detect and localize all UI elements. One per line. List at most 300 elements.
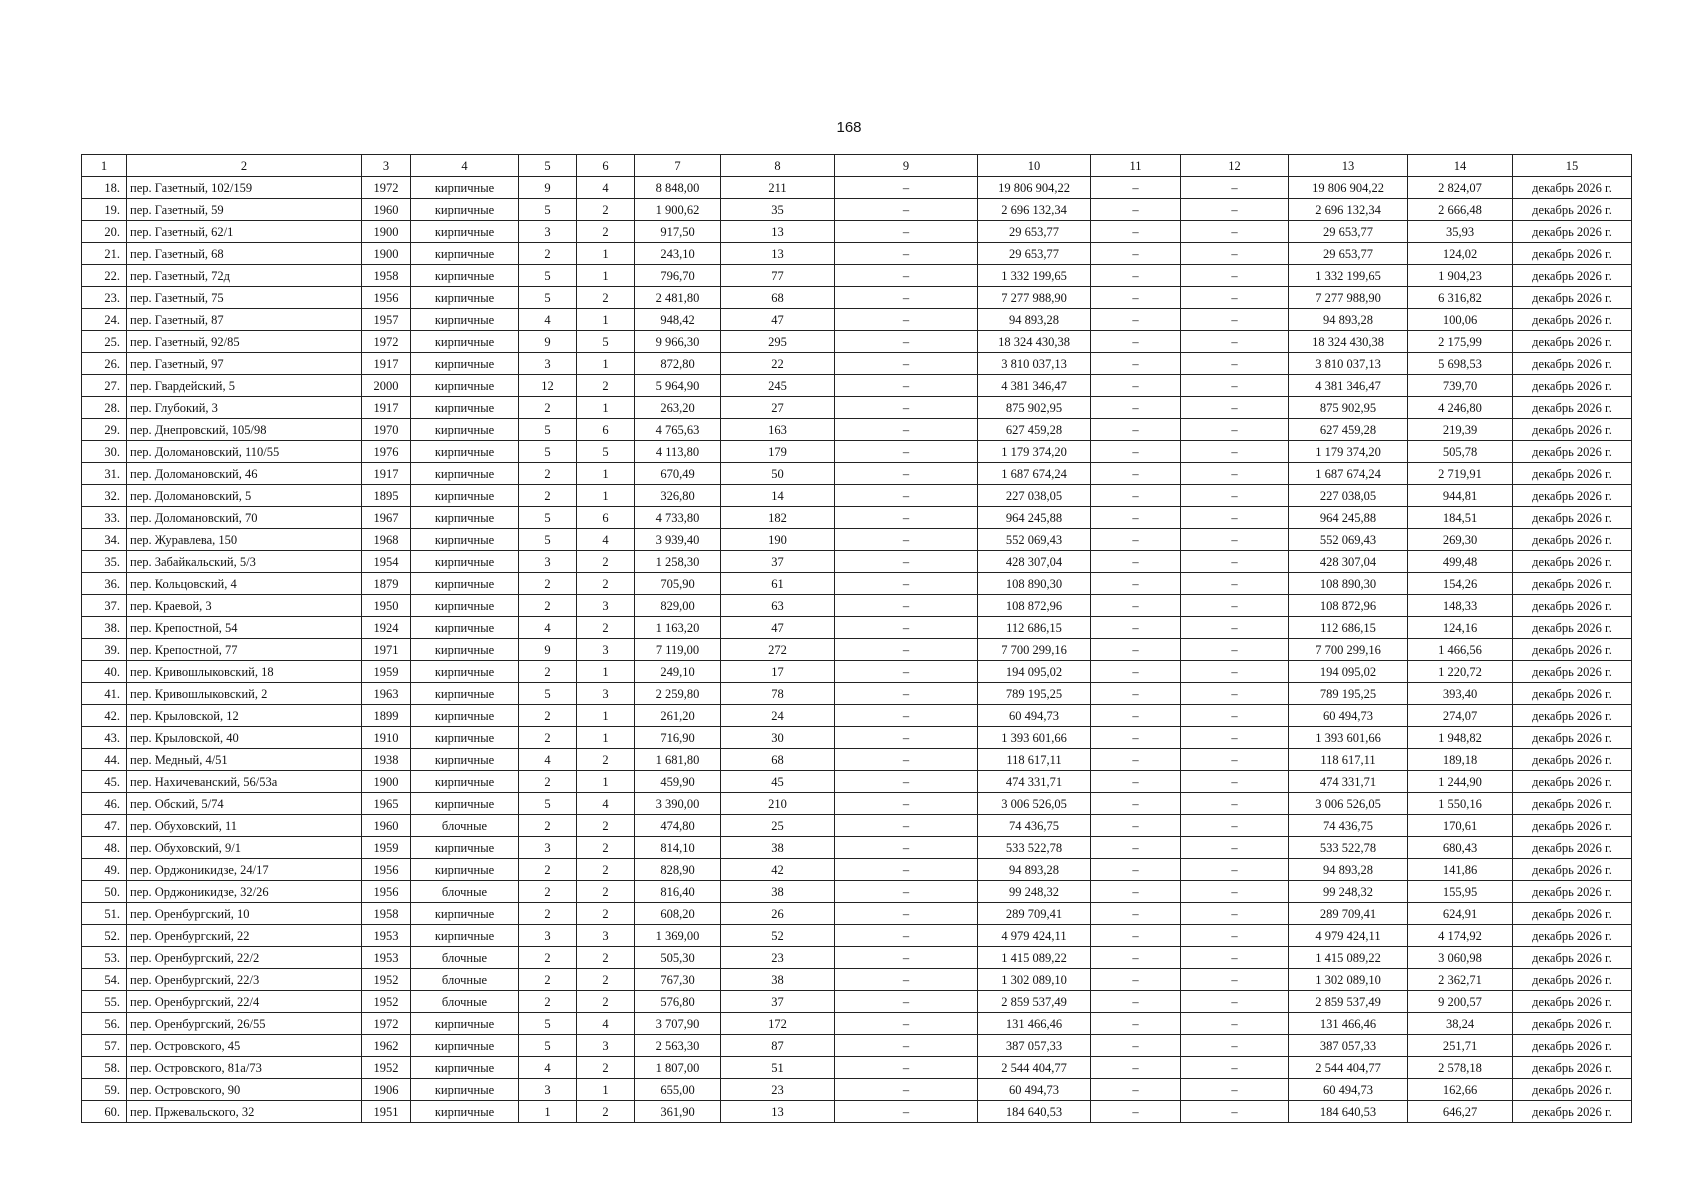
floors-cell: 2 <box>519 463 577 485</box>
completion-date-cell: декабрь 2026 г. <box>1513 595 1632 617</box>
year-built-cell: 1956 <box>362 287 411 309</box>
column-header-14: 14 <box>1408 155 1513 177</box>
cost-col-11-cell: – <box>1091 1035 1181 1057</box>
address-cell: пер. Обуховский, 9/1 <box>127 837 362 859</box>
cost-per-sqm-cell: 162,66 <box>1408 1079 1513 1101</box>
address-cell: пер. Газетный, 75 <box>127 287 362 309</box>
repair-cost-cell: 387 057,33 <box>1289 1035 1408 1057</box>
row-number-cell: 47. <box>82 815 127 837</box>
address-cell: пер. Забайкальский, 5/3 <box>127 551 362 573</box>
entrances-cell: 3 <box>577 1035 635 1057</box>
row-number-cell: 33. <box>82 507 127 529</box>
residents-cell: 35 <box>721 199 835 221</box>
wall-material-cell: кирпичные <box>411 221 519 243</box>
table-row <box>82 1013 1632 1035</box>
cost-col-12-cell: – <box>1181 617 1289 639</box>
entrances-cell: 4 <box>577 529 635 551</box>
total-area-cell: 9 966,30 <box>635 331 721 353</box>
cost-per-sqm-cell: 141,86 <box>1408 859 1513 881</box>
address-cell: пер. Газетный, 102/159 <box>127 177 362 199</box>
table-row <box>82 881 1632 903</box>
cost-col-11-cell: – <box>1091 485 1181 507</box>
total-cost-cell: 1 179 374,20 <box>978 441 1091 463</box>
floors-cell: 5 <box>519 199 577 221</box>
cost-per-sqm-cell: 154,26 <box>1408 573 1513 595</box>
wall-material-cell: кирпичные <box>411 749 519 771</box>
row-number-cell: 27. <box>82 375 127 397</box>
residents-cell: 68 <box>721 749 835 771</box>
total-area-cell: 261,20 <box>635 705 721 727</box>
floors-cell: 1 <box>519 1101 577 1123</box>
completion-date-cell: декабрь 2026 г. <box>1513 749 1632 771</box>
year-built-cell: 1917 <box>362 397 411 419</box>
table-row <box>82 925 1632 947</box>
total-area-cell: 4 113,80 <box>635 441 721 463</box>
table-row <box>82 595 1632 617</box>
cost-col-9-cell: – <box>835 375 978 397</box>
floors-cell: 2 <box>519 991 577 1013</box>
cost-per-sqm-cell: 269,30 <box>1408 529 1513 551</box>
completion-date-cell: декабрь 2026 г. <box>1513 507 1632 529</box>
row-number-cell: 30. <box>82 441 127 463</box>
cost-per-sqm-cell: 2 175,99 <box>1408 331 1513 353</box>
cost-col-11-cell: – <box>1091 199 1181 221</box>
cost-col-12-cell: – <box>1181 793 1289 815</box>
total-area-cell: 474,80 <box>635 815 721 837</box>
cost-col-11-cell: – <box>1091 243 1181 265</box>
year-built-cell: 1910 <box>362 727 411 749</box>
year-built-cell: 1899 <box>362 705 411 727</box>
table-row <box>82 551 1632 573</box>
year-built-cell: 1972 <box>362 1013 411 1035</box>
residents-cell: 38 <box>721 881 835 903</box>
cost-col-11-cell: – <box>1091 881 1181 903</box>
total-area-cell: 3 707,90 <box>635 1013 721 1035</box>
cost-per-sqm-cell: 4 246,80 <box>1408 397 1513 419</box>
completion-date-cell: декабрь 2026 г. <box>1513 485 1632 507</box>
completion-date-cell: декабрь 2026 г. <box>1513 419 1632 441</box>
row-number-cell: 40. <box>82 661 127 683</box>
cost-col-9-cell: – <box>835 837 978 859</box>
cost-col-12-cell: – <box>1181 1079 1289 1101</box>
total-cost-cell: 789 195,25 <box>978 683 1091 705</box>
year-built-cell: 2000 <box>362 375 411 397</box>
table-row <box>82 771 1632 793</box>
repair-cost-cell: 131 466,46 <box>1289 1013 1408 1035</box>
cost-col-12-cell: – <box>1181 683 1289 705</box>
wall-material-cell: кирпичные <box>411 441 519 463</box>
entrances-cell: 3 <box>577 925 635 947</box>
completion-date-cell: декабрь 2026 г. <box>1513 705 1632 727</box>
year-built-cell: 1976 <box>362 441 411 463</box>
address-cell: пер. Днепровский, 105/98 <box>127 419 362 441</box>
table-row <box>82 969 1632 991</box>
cost-col-12-cell: – <box>1181 485 1289 507</box>
residents-cell: 30 <box>721 727 835 749</box>
row-number-cell: 39. <box>82 639 127 661</box>
wall-material-cell: кирпичные <box>411 573 519 595</box>
wall-material-cell: блочные <box>411 991 519 1013</box>
cost-col-12-cell: – <box>1181 661 1289 683</box>
row-number-cell: 19. <box>82 199 127 221</box>
wall-material-cell: кирпичные <box>411 771 519 793</box>
entrances-cell: 2 <box>577 859 635 881</box>
entrances-cell: 2 <box>577 969 635 991</box>
total-cost-cell: 1 332 199,65 <box>978 265 1091 287</box>
cost-col-11-cell: – <box>1091 221 1181 243</box>
cost-col-11-cell: – <box>1091 749 1181 771</box>
floors-cell: 9 <box>519 639 577 661</box>
row-number-cell: 25. <box>82 331 127 353</box>
floors-cell: 3 <box>519 353 577 375</box>
completion-date-cell: декабрь 2026 г. <box>1513 265 1632 287</box>
cost-col-11-cell: – <box>1091 815 1181 837</box>
floors-cell: 4 <box>519 749 577 771</box>
residents-cell: 24 <box>721 705 835 727</box>
cost-col-9-cell: – <box>835 1057 978 1079</box>
year-built-cell: 1967 <box>362 507 411 529</box>
total-area-cell: 1 900,62 <box>635 199 721 221</box>
cost-col-9-cell: – <box>835 925 978 947</box>
total-cost-cell: 1 687 674,24 <box>978 463 1091 485</box>
completion-date-cell: декабрь 2026 г. <box>1513 221 1632 243</box>
address-cell: пер. Пржевальского, 32 <box>127 1101 362 1123</box>
row-number-cell: 55. <box>82 991 127 1013</box>
total-cost-cell: 3 006 526,05 <box>978 793 1091 815</box>
cost-per-sqm-cell: 1 244,90 <box>1408 771 1513 793</box>
table-row <box>82 507 1632 529</box>
address-cell: пер. Газетный, 68 <box>127 243 362 265</box>
floors-cell: 3 <box>519 837 577 859</box>
repair-cost-cell: 18 324 430,38 <box>1289 331 1408 353</box>
residents-cell: 23 <box>721 947 835 969</box>
residents-cell: 38 <box>721 969 835 991</box>
total-area-cell: 5 964,90 <box>635 375 721 397</box>
wall-material-cell: блочные <box>411 969 519 991</box>
cost-col-12-cell: – <box>1181 639 1289 661</box>
cost-col-12-cell: – <box>1181 199 1289 221</box>
floors-cell: 2 <box>519 243 577 265</box>
address-cell: пер. Крепостной, 77 <box>127 639 362 661</box>
entrances-cell: 2 <box>577 617 635 639</box>
entrances-cell: 1 <box>577 243 635 265</box>
row-number-cell: 46. <box>82 793 127 815</box>
cost-col-9-cell: – <box>835 683 978 705</box>
completion-date-cell: декабрь 2026 г. <box>1513 661 1632 683</box>
completion-date-cell: декабрь 2026 г. <box>1513 1057 1632 1079</box>
address-cell: пер. Островского, 45 <box>127 1035 362 1057</box>
cost-col-9-cell: – <box>835 199 978 221</box>
floors-cell: 5 <box>519 793 577 815</box>
repair-cost-cell: 118 617,11 <box>1289 749 1408 771</box>
completion-date-cell: декабрь 2026 г. <box>1513 331 1632 353</box>
row-number-cell: 38. <box>82 617 127 639</box>
year-built-cell: 1959 <box>362 661 411 683</box>
cost-col-11-cell: – <box>1091 1013 1181 1035</box>
cost-per-sqm-cell: 155,95 <box>1408 881 1513 903</box>
table-row <box>82 1101 1632 1123</box>
total-cost-cell: 1 415 089,22 <box>978 947 1091 969</box>
floors-cell: 2 <box>519 661 577 683</box>
residents-cell: 272 <box>721 639 835 661</box>
total-cost-cell: 227 038,05 <box>978 485 1091 507</box>
floors-cell: 5 <box>519 529 577 551</box>
row-number-cell: 42. <box>82 705 127 727</box>
floors-cell: 2 <box>519 727 577 749</box>
cost-col-11-cell: – <box>1091 727 1181 749</box>
total-area-cell: 243,10 <box>635 243 721 265</box>
table-row <box>82 837 1632 859</box>
cost-col-9-cell: – <box>835 243 978 265</box>
completion-date-cell: декабрь 2026 г. <box>1513 529 1632 551</box>
floors-cell: 5 <box>519 683 577 705</box>
repair-cost-cell: 29 653,77 <box>1289 221 1408 243</box>
address-cell: пер. Доломановский, 110/55 <box>127 441 362 463</box>
cost-col-9-cell: – <box>835 617 978 639</box>
row-number-cell: 20. <box>82 221 127 243</box>
wall-material-cell: кирпичные <box>411 419 519 441</box>
total-area-cell: 608,20 <box>635 903 721 925</box>
entrances-cell: 2 <box>577 573 635 595</box>
total-area-cell: 1 258,30 <box>635 551 721 573</box>
address-cell: пер. Газетный, 62/1 <box>127 221 362 243</box>
entrances-cell: 2 <box>577 287 635 309</box>
table-row <box>82 463 1632 485</box>
year-built-cell: 1956 <box>362 859 411 881</box>
completion-date-cell: декабрь 2026 г. <box>1513 463 1632 485</box>
floors-cell: 5 <box>519 441 577 463</box>
repair-cost-cell: 1 393 601,66 <box>1289 727 1408 749</box>
floors-cell: 3 <box>519 221 577 243</box>
wall-material-cell: кирпичные <box>411 925 519 947</box>
floors-cell: 4 <box>519 309 577 331</box>
cost-col-9-cell: – <box>835 441 978 463</box>
cost-col-9-cell: – <box>835 947 978 969</box>
completion-date-cell: декабрь 2026 г. <box>1513 991 1632 1013</box>
repair-cost-cell: 99 248,32 <box>1289 881 1408 903</box>
row-number-cell: 54. <box>82 969 127 991</box>
residents-cell: 179 <box>721 441 835 463</box>
table-row <box>82 441 1632 463</box>
residents-cell: 22 <box>721 353 835 375</box>
table-row <box>82 815 1632 837</box>
cost-per-sqm-cell: 189,18 <box>1408 749 1513 771</box>
cost-per-sqm-cell: 148,33 <box>1408 595 1513 617</box>
address-cell: пер. Оренбургский, 10 <box>127 903 362 925</box>
floors-cell: 3 <box>519 1079 577 1101</box>
completion-date-cell: декабрь 2026 г. <box>1513 551 1632 573</box>
total-cost-cell: 2 544 404,77 <box>978 1057 1091 1079</box>
total-area-cell: 4 733,80 <box>635 507 721 529</box>
entrances-cell: 1 <box>577 727 635 749</box>
total-cost-cell: 131 466,46 <box>978 1013 1091 1035</box>
address-cell: пер. Гвардейский, 5 <box>127 375 362 397</box>
floors-cell: 5 <box>519 1013 577 1035</box>
cost-col-12-cell: – <box>1181 1057 1289 1079</box>
address-cell: пер. Газетный, 72д <box>127 265 362 287</box>
cost-col-11-cell: – <box>1091 463 1181 485</box>
total-cost-cell: 118 617,11 <box>978 749 1091 771</box>
year-built-cell: 1960 <box>362 199 411 221</box>
column-header-5: 5 <box>519 155 577 177</box>
table-row <box>82 991 1632 1013</box>
year-built-cell: 1958 <box>362 265 411 287</box>
cost-col-9-cell: – <box>835 1101 978 1123</box>
cost-col-9-cell: – <box>835 595 978 617</box>
wall-material-cell: кирпичные <box>411 507 519 529</box>
row-number-cell: 59. <box>82 1079 127 1101</box>
cost-col-11-cell: – <box>1091 1079 1181 1101</box>
row-number-cell: 43. <box>82 727 127 749</box>
column-header-10: 10 <box>978 155 1091 177</box>
cost-col-9-cell: – <box>835 265 978 287</box>
table-row <box>82 639 1632 661</box>
table-row <box>82 309 1632 331</box>
wall-material-cell: кирпичные <box>411 727 519 749</box>
total-cost-cell: 875 902,95 <box>978 397 1091 419</box>
row-number-cell: 36. <box>82 573 127 595</box>
total-area-cell: 576,80 <box>635 991 721 1013</box>
year-built-cell: 1963 <box>362 683 411 705</box>
cost-per-sqm-cell: 100,06 <box>1408 309 1513 331</box>
cost-col-9-cell: – <box>835 331 978 353</box>
total-cost-cell: 112 686,15 <box>978 617 1091 639</box>
residents-cell: 61 <box>721 573 835 595</box>
wall-material-cell: блочные <box>411 881 519 903</box>
wall-material-cell: кирпичные <box>411 1057 519 1079</box>
address-cell: пер. Кольцовский, 4 <box>127 573 362 595</box>
cost-col-9-cell: – <box>835 397 978 419</box>
row-number-cell: 24. <box>82 309 127 331</box>
table-row <box>82 1057 1632 1079</box>
cost-col-9-cell: – <box>835 353 978 375</box>
wall-material-cell: кирпичные <box>411 529 519 551</box>
total-area-cell: 459,90 <box>635 771 721 793</box>
cost-col-11-cell: – <box>1091 551 1181 573</box>
repair-cost-cell: 60 494,73 <box>1289 705 1408 727</box>
cost-col-11-cell: – <box>1091 617 1181 639</box>
total-cost-cell: 60 494,73 <box>978 1079 1091 1101</box>
cost-per-sqm-cell: 1 220,72 <box>1408 661 1513 683</box>
wall-material-cell: кирпичные <box>411 595 519 617</box>
cost-col-11-cell: – <box>1091 661 1181 683</box>
repair-cost-cell: 194 095,02 <box>1289 661 1408 683</box>
total-area-cell: 705,90 <box>635 573 721 595</box>
cost-col-9-cell: – <box>835 419 978 441</box>
year-built-cell: 1924 <box>362 617 411 639</box>
cost-per-sqm-cell: 2 578,18 <box>1408 1057 1513 1079</box>
wall-material-cell: кирпичные <box>411 331 519 353</box>
repair-cost-cell: 19 806 904,22 <box>1289 177 1408 199</box>
cost-per-sqm-cell: 739,70 <box>1408 375 1513 397</box>
table-row <box>82 749 1632 771</box>
cost-col-9-cell: – <box>835 727 978 749</box>
wall-material-cell: кирпичные <box>411 1101 519 1123</box>
row-number-cell: 26. <box>82 353 127 375</box>
address-cell: пер. Крыловской, 12 <box>127 705 362 727</box>
cost-per-sqm-cell: 38,24 <box>1408 1013 1513 1035</box>
cost-col-11-cell: – <box>1091 441 1181 463</box>
total-area-cell: 655,00 <box>635 1079 721 1101</box>
cost-per-sqm-cell: 2 824,07 <box>1408 177 1513 199</box>
repair-cost-cell: 964 245,88 <box>1289 507 1408 529</box>
floors-cell: 2 <box>519 397 577 419</box>
floors-cell: 5 <box>519 287 577 309</box>
repair-cost-cell: 60 494,73 <box>1289 1079 1408 1101</box>
table-row <box>82 353 1632 375</box>
year-built-cell: 1956 <box>362 881 411 903</box>
total-area-cell: 8 848,00 <box>635 177 721 199</box>
entrances-cell: 4 <box>577 1013 635 1035</box>
cost-per-sqm-cell: 251,71 <box>1408 1035 1513 1057</box>
entrances-cell: 2 <box>577 991 635 1013</box>
floors-cell: 2 <box>519 859 577 881</box>
year-built-cell: 1958 <box>362 903 411 925</box>
total-cost-cell: 19 806 904,22 <box>978 177 1091 199</box>
floors-cell: 9 <box>519 331 577 353</box>
cost-col-12-cell: – <box>1181 881 1289 903</box>
year-built-cell: 1917 <box>362 353 411 375</box>
total-area-cell: 1 807,00 <box>635 1057 721 1079</box>
residents-cell: 47 <box>721 617 835 639</box>
entrances-cell: 3 <box>577 639 635 661</box>
entrances-cell: 4 <box>577 177 635 199</box>
wall-material-cell: блочные <box>411 815 519 837</box>
total-cost-cell: 94 893,28 <box>978 309 1091 331</box>
address-cell: пер. Орджоникидзе, 24/17 <box>127 859 362 881</box>
table-row <box>82 793 1632 815</box>
table-row <box>82 859 1632 881</box>
wall-material-cell: кирпичные <box>411 837 519 859</box>
residents-cell: 37 <box>721 991 835 1013</box>
cost-col-12-cell: – <box>1181 353 1289 375</box>
cost-col-11-cell: – <box>1091 507 1181 529</box>
cost-col-9-cell: – <box>835 177 978 199</box>
cost-col-9-cell: – <box>835 529 978 551</box>
cost-col-12-cell: – <box>1181 441 1289 463</box>
cost-col-12-cell: – <box>1181 177 1289 199</box>
row-number-cell: 22. <box>82 265 127 287</box>
total-cost-cell: 2 696 132,34 <box>978 199 1091 221</box>
column-header-8: 8 <box>721 155 835 177</box>
total-area-cell: 3 390,00 <box>635 793 721 815</box>
row-number-cell: 18. <box>82 177 127 199</box>
total-area-cell: 1 681,80 <box>635 749 721 771</box>
total-area-cell: 716,90 <box>635 727 721 749</box>
cost-col-12-cell: – <box>1181 925 1289 947</box>
cost-col-12-cell: – <box>1181 265 1289 287</box>
cost-col-11-cell: – <box>1091 925 1181 947</box>
cost-per-sqm-cell: 5 698,53 <box>1408 353 1513 375</box>
total-cost-cell: 74 436,75 <box>978 815 1091 837</box>
cost-col-11-cell: – <box>1091 903 1181 925</box>
table-row <box>82 265 1632 287</box>
address-cell: пер. Нахичеванский, 56/53а <box>127 771 362 793</box>
total-cost-cell: 18 324 430,38 <box>978 331 1091 353</box>
floors-cell: 3 <box>519 551 577 573</box>
entrances-cell: 2 <box>577 815 635 837</box>
entrances-cell: 2 <box>577 947 635 969</box>
cost-col-9-cell: – <box>835 793 978 815</box>
cost-col-11-cell: – <box>1091 331 1181 353</box>
table-row <box>82 573 1632 595</box>
year-built-cell: 1970 <box>362 419 411 441</box>
cost-per-sqm-cell: 2 719,91 <box>1408 463 1513 485</box>
floors-cell: 5 <box>519 507 577 529</box>
cost-per-sqm-cell: 124,02 <box>1408 243 1513 265</box>
repair-cost-cell: 94 893,28 <box>1289 859 1408 881</box>
repair-cost-cell: 3 810 037,13 <box>1289 353 1408 375</box>
